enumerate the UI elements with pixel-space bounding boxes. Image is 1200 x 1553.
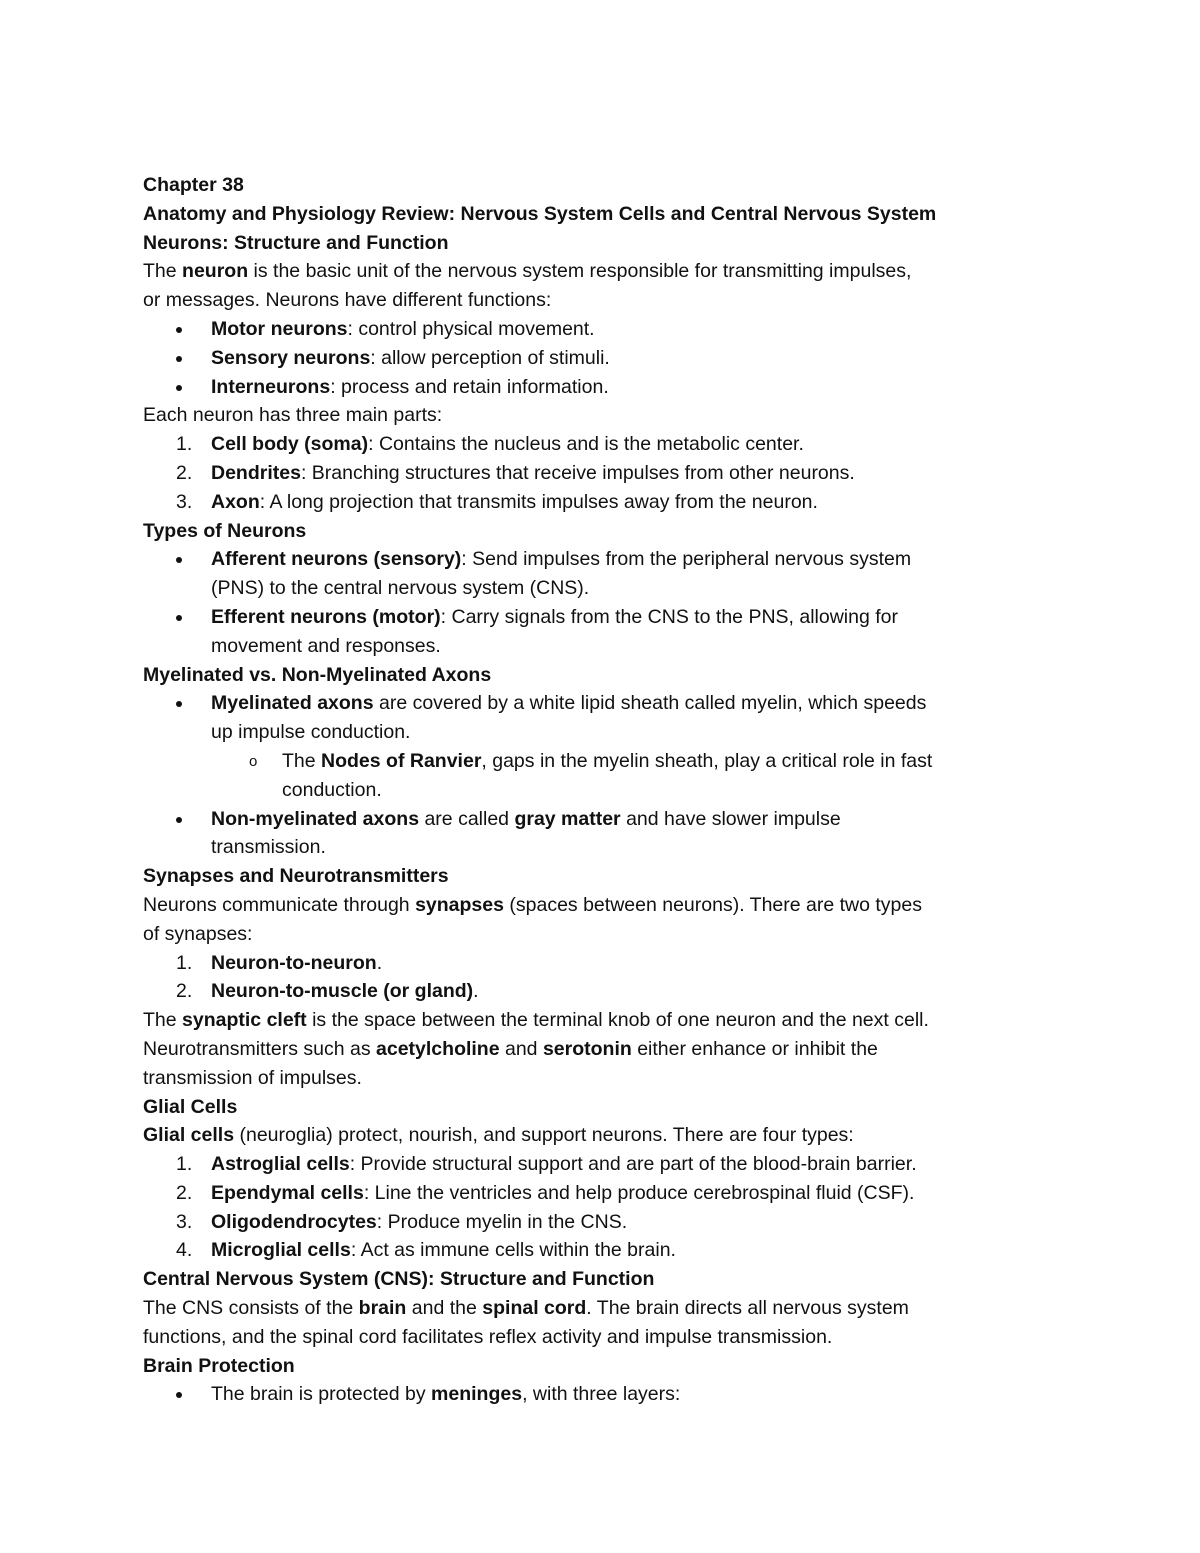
sub-bullet-continuation: conduction. [282,778,382,801]
numbered-item: 3. Axon: A long projection that transmits impulses away from the neuron. [176,490,818,513]
cns-line-1: The CNS consists of the brain and the spinal cord. The brain directs all nervous system [143,1297,909,1320]
numbered-item: 1. Cell body (soma): Contains the nucleus and is the metabolic center. [176,433,804,456]
numbered-item: 2. Neuron-to-muscle (or gland). [176,980,479,1003]
bullet-continuation: (PNS) to the central nervous system (CNS). [211,577,590,600]
document-title: Anatomy and Physiology Review: Nervous System Cells and Central Nervous System [143,202,937,225]
neurotransmitters-line-2: transmission of impulses. [143,1066,362,1089]
section-heading-brain-protection: Brain Protection [143,1354,295,1377]
section-heading-cns: Central Nervous System (CNS): Structure and Function [143,1268,655,1291]
numbered-item: 1. Neuron-to-neuron. [176,951,383,974]
bullet-item: Sensory neurons: allow perception of stimuli. [143,344,1063,373]
bullet-continuation: movement and responses. [211,634,441,657]
bullet-continuation: transmission. [211,836,326,859]
section-heading-myelin: Myelinated vs. Non-Myelinated Axons [143,663,492,686]
bullet-item: Efferent neurons (motor): Carry signals from the CNS to the PNS, allowing for [143,603,1063,632]
numbered-item: 1. Astroglial cells: Provide structural support and are part of the blood-brain barrier. [176,1153,917,1176]
synapses-intro-line-1: Neurons communicate through synapses (spaces between neurons). There are two types [143,893,922,916]
numbered-item: 3. Oligodendrocytes: Produce myelin in the CNS. [176,1210,628,1233]
section-heading-neurons: Neurons: Structure and Function [143,231,449,254]
numbered-item: 2. Ependymal cells: Line the ventricles and help produce cerebrospinal fluid (CSF). [176,1181,915,1204]
neurons-intro-line-2: or messages. Neurons have different functions: [143,289,552,312]
bullet-item: Afferent neurons (sensory): Send impulses from the peripheral nervous system [143,545,1063,574]
section-heading-types: Types of Neurons [143,519,307,542]
section-heading-synapses: Synapses and Neurotransmitters [143,865,449,888]
bullet-item: Motor neurons: control physical movement. [143,315,1063,344]
numbered-item: 2. Dendrites: Branching structures that receive impulses from other neurons. [176,461,855,484]
bullet-item: Non-myelinated axons are called gray matter and have slower impulse [143,805,1063,834]
numbered-item: 4. Microglial cells: Act as immune cells within the brain. [176,1239,676,1262]
neuron-parts-intro: Each neuron has three main parts: [143,404,443,427]
synaptic-cleft-line: The synaptic cleft is the space between the terminal knob of one neuron and the next cell. [143,1009,929,1032]
glial-intro: Glial cells (neuroglia) protect, nourish, and support neurons. There are four types: [143,1124,854,1147]
neurotransmitters-line-1: Neurotransmitters such as acetylcholine and serotonin either enhance or inhibit the [143,1037,878,1060]
synapses-intro-line-2: of synapses: [143,922,253,945]
sub-bullet-item: o The Nodes of Ranvier, gaps in the myelin sheath, play a critical role in fast [143,747,1063,776]
bullet-item: Myelinated axons are covered by a white lipid sheath called myelin, which speeds [143,689,1063,718]
bullet-item: The brain is protected by meninges, with three layers: [143,1380,1063,1409]
cns-line-2: functions, and the spinal cord facilitates reflex activity and impulse transmission. [143,1325,833,1348]
chapter-label: Chapter 38 [143,174,244,196]
bullet-item: Interneurons: process and retain information. [143,373,1063,402]
bullet-continuation: up impulse conduction. [211,721,411,744]
document-body [143,171,1063,1409]
section-heading-glial: Glial Cells [143,1095,238,1118]
neurons-intro-line-1: The neuron is the basic unit of the nervous system responsible for transmitting impulses, [143,260,912,283]
